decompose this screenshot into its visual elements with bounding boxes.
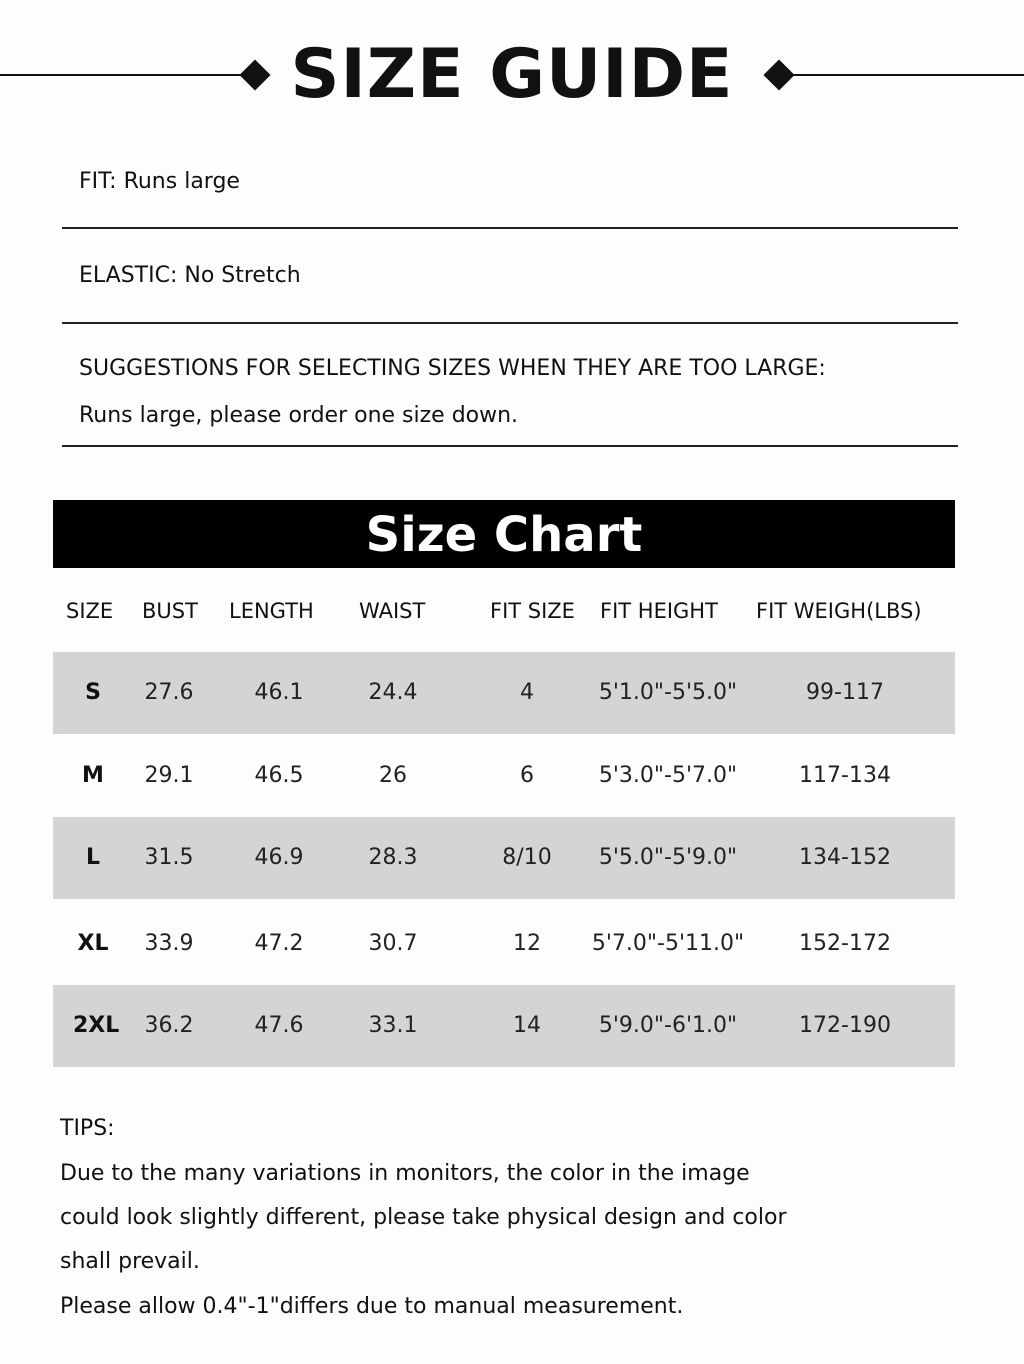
suggestions-text: Runs large, please order one size down. [79, 403, 519, 428]
cell-waist: 33.1 [368, 1013, 418, 1038]
cell-bust: 31.5 [144, 845, 194, 870]
cell-size: M [82, 763, 104, 788]
cell-waist: 28.3 [368, 845, 418, 870]
cell-bust: 29.1 [144, 763, 194, 788]
cell-fit-height: 5'5.0"-5'9.0" [598, 845, 738, 870]
cell-fit-height: 5'9.0"-6'1.0" [598, 1013, 738, 1038]
cell-fit-weight: 99-117 [806, 680, 884, 705]
cell-fit-height: 5'1.0"-5'5.0" [598, 680, 738, 705]
tips-text: Due to the many variations in monitors, the color in the image [60, 1161, 750, 1186]
cell-size: 2XL [73, 1013, 120, 1038]
column-header-size: SIZE [66, 599, 114, 623]
cell-bust: 27.6 [144, 680, 194, 705]
cell-fit-size: 4 [520, 680, 534, 705]
cell-size: L [85, 845, 101, 870]
cell-length: 46.1 [254, 680, 304, 705]
table-row [53, 652, 955, 734]
cell-fit-size: 14 [513, 1013, 541, 1038]
table-row [53, 817, 955, 899]
column-header-fit-size: FIT SIZE [490, 599, 575, 623]
column-header-bust: BUST [142, 599, 198, 623]
column-header-fit-height: FIT HEIGHT [600, 599, 718, 623]
cell-length: 47.2 [254, 931, 304, 956]
cell-fit-size: 8/10 [502, 845, 552, 870]
cell-length: 46.5 [254, 763, 304, 788]
table-row [53, 985, 955, 1067]
cell-bust: 36.2 [144, 1013, 194, 1038]
size-chart-title: Size Chart [53, 500, 955, 568]
column-header-fit-weight: FIT WEIGH(LBS) [756, 599, 922, 623]
cell-fit-height: 5'7.0"-5'11.0" [591, 931, 745, 956]
cell-fit-weight: 152-172 [799, 931, 891, 956]
tips-heading: TIPS: [60, 1116, 115, 1141]
suggestions-heading: SUGGESTIONS FOR SELECTING SIZES WHEN THEY ARE TOO LARGE: [79, 356, 826, 381]
tips-text: shall prevail. [60, 1249, 200, 1274]
divider [62, 322, 958, 324]
table-row [53, 735, 955, 817]
tips-text: could look slightly different, please take physical design and color [60, 1205, 787, 1230]
cell-bust: 33.9 [144, 931, 194, 956]
elastic-info: ELASTIC: No Stretch [79, 263, 301, 288]
cell-length: 46.9 [254, 845, 304, 870]
tips-text: Please allow 0.4"-1"differs due to manual measurement. [60, 1294, 684, 1319]
divider [62, 445, 958, 447]
cell-waist: 30.7 [368, 931, 418, 956]
cell-fit-size: 12 [513, 931, 541, 956]
title-rule-right [784, 74, 1024, 76]
cell-fit-height: 5'3.0"-5'7.0" [598, 763, 738, 788]
fit-info: FIT: Runs large [79, 169, 240, 194]
cell-fit-weight: 172-190 [799, 1013, 891, 1038]
table-row [53, 903, 955, 985]
cell-length: 47.6 [254, 1013, 304, 1038]
column-header-length: LENGTH [229, 599, 314, 623]
cell-waist: 26 [379, 763, 407, 788]
cell-waist: 24.4 [368, 680, 418, 705]
cell-size: S [85, 680, 101, 705]
cell-size: XL [77, 931, 109, 956]
cell-fit-size: 6 [520, 763, 534, 788]
page-title: SIZE GUIDE [290, 35, 734, 114]
column-header-waist: WAIST [359, 599, 426, 623]
cell-fit-weight: 134-152 [799, 845, 891, 870]
divider [62, 227, 958, 229]
cell-fit-weight: 117-134 [799, 763, 891, 788]
